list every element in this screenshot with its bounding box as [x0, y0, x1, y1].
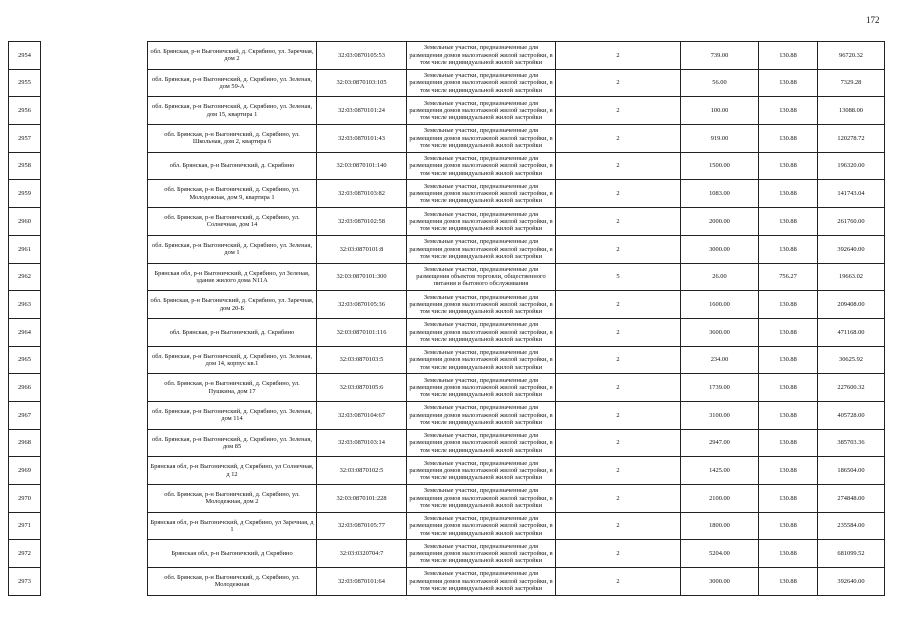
table-row — [9, 42, 885, 70]
page-number: 172 — [866, 15, 880, 25]
row-number: 2971 — [9, 512, 41, 540]
spacer-cell — [41, 235, 148, 263]
specific-value-cell: 130.88 — [759, 485, 818, 513]
cadastral-value-cell: 385703.36 — [818, 429, 885, 457]
row-number: 2957 — [9, 125, 41, 153]
address-cell: обл. Брянская, р-н Выгоничский, д. Скрябино, ул. Зеленая, дом 1 — [148, 235, 317, 263]
land-use-category-cell: Земельные участки, предназначенные для размещения домов малоэтажной жилой застройки, в том числе индивидуальной жилой застройки — [407, 540, 556, 568]
specific-value-cell: 130.88 — [759, 125, 818, 153]
cadastral-value-cell: 405728.00 — [818, 401, 885, 429]
area-cell: 5204.00 — [681, 540, 759, 568]
row-number: 2955 — [9, 69, 41, 97]
group-number-cell: 2 — [556, 235, 681, 263]
cadastral-value-cell: 681099.52 — [818, 540, 885, 568]
group-number-cell: 2 — [556, 429, 681, 457]
cadastral-number-cell: 32:03:0870103:5 — [317, 346, 407, 374]
table-row — [9, 374, 885, 402]
area-cell: 100.00 — [681, 97, 759, 125]
spacer-cell — [41, 568, 148, 596]
area-cell: 3600.00 — [681, 318, 759, 346]
address-cell: обл. Брянская, р-н Выгоничский, д. Скрябино, ул. Солнечная, дом 14 — [148, 208, 317, 236]
table-row — [9, 568, 885, 596]
cadastral-value-cell: 19663.02 — [818, 263, 885, 291]
area-cell: 3000.00 — [681, 235, 759, 263]
specific-value-cell: 130.88 — [759, 568, 818, 596]
address-cell: обл. Брянская, р-н Выгоничский, д. Скрябино, ул. Заречная, дом 20-Б — [148, 291, 317, 319]
table-row — [9, 152, 885, 180]
area-cell: 919.00 — [681, 125, 759, 153]
specific-value-cell: 756.27 — [759, 263, 818, 291]
row-number: 2973 — [9, 568, 41, 596]
table-row — [9, 512, 885, 540]
row-number: 2956 — [9, 97, 41, 125]
address-cell: Брянская обл, р-н Выгоничский, д Скрябино, ул Зеленая, здание жилого дома N11А — [148, 263, 317, 291]
land-use-category-cell: Земельные участки, предназначенные для размещения домов малоэтажной жилой застройки, в том числе индивидуальной жилой застройки — [407, 485, 556, 513]
land-use-category-cell: Земельные участки, предназначенные для размещения домов малоэтажной жилой застройки, в том числе индивидуальной жилой застройки — [407, 291, 556, 319]
group-number-cell: 2 — [556, 568, 681, 596]
land-use-category-cell: Земельные участки, предназначенные для размещения домов малоэтажной жилой застройки, в том числе индивидуальной жилой застройки — [407, 180, 556, 208]
land-use-category-cell: Земельные участки, предназначенные для размещения домов малоэтажной жилой застройки, в том числе индивидуальной жилой застройки — [407, 429, 556, 457]
group-number-cell: 2 — [556, 42, 681, 70]
table-row — [9, 208, 885, 236]
land-use-category-cell: Земельные участки, предназначенные для размещения домов малоэтажной жилой застройки, в том числе индивидуальной жилой застройки — [407, 346, 556, 374]
group-number-cell: 2 — [556, 69, 681, 97]
area-cell: 26.00 — [681, 263, 759, 291]
specific-value-cell: 130.88 — [759, 69, 818, 97]
group-number-cell: 2 — [556, 152, 681, 180]
spacer-cell — [41, 346, 148, 374]
cadastral-number-cell: 32:03:0870105:77 — [317, 512, 407, 540]
cadastral-number-cell: 32:03:0870105:53 — [317, 42, 407, 70]
area-cell: 3000.00 — [681, 568, 759, 596]
cadastral-value-cell: 120278.72 — [818, 125, 885, 153]
area-cell: 234.00 — [681, 346, 759, 374]
group-number-cell: 2 — [556, 540, 681, 568]
row-number: 2962 — [9, 263, 41, 291]
spacer-cell — [41, 318, 148, 346]
specific-value-cell: 130.88 — [759, 97, 818, 125]
group-number-cell: 2 — [556, 485, 681, 513]
row-number: 2958 — [9, 152, 41, 180]
cadastral-value-cell: 209408.00 — [818, 291, 885, 319]
row-number: 2959 — [9, 180, 41, 208]
row-number: 2964 — [9, 318, 41, 346]
row-number: 2972 — [9, 540, 41, 568]
address-cell: обл. Брянская, р-н Выгоничский, д. Скрябино, ул. Зеленая, дом 15, квартира 1 — [148, 97, 317, 125]
land-use-category-cell: Земельные участки, предназначенные для размещения домов малоэтажной жилой застройки, в том числе индивидуальной жилой застройки — [407, 512, 556, 540]
table-row — [9, 263, 885, 291]
cadastral-number-cell: 32:03:0870101:228 — [317, 485, 407, 513]
table-row — [9, 97, 885, 125]
cadastral-number-cell: 32:03:0870104:67 — [317, 401, 407, 429]
specific-value-cell: 130.88 — [759, 346, 818, 374]
cadastral-value-cell: 30625.92 — [818, 346, 885, 374]
specific-value-cell: 130.88 — [759, 180, 818, 208]
group-number-cell: 2 — [556, 97, 681, 125]
spacer-cell — [41, 457, 148, 485]
land-plot-table — [8, 41, 885, 596]
specific-value-cell: 130.88 — [759, 291, 818, 319]
row-number: 2963 — [9, 291, 41, 319]
address-cell: обл. Брянская, р-н Выгоничский, д. Скрябино — [148, 152, 317, 180]
area-cell: 2947.00 — [681, 429, 759, 457]
group-number-cell: 2 — [556, 291, 681, 319]
specific-value-cell: 130.88 — [759, 152, 818, 180]
address-cell: обл. Брянская, р-н Выгоничский, д. Скрябино, ул. Молодежная, дом 9, квартира 1 — [148, 180, 317, 208]
cadastral-number-cell: 32:03:0870103:105 — [317, 69, 407, 97]
specific-value-cell: 130.88 — [759, 208, 818, 236]
row-number: 2968 — [9, 429, 41, 457]
specific-value-cell: 130.88 — [759, 318, 818, 346]
land-use-category-cell: Земельные участки, предназначенные для размещения домов малоэтажной жилой застройки, в том числе индивидуальной жилой застройки — [407, 152, 556, 180]
area-cell: 1739.00 — [681, 374, 759, 402]
cadastral-number-cell: 32:03:0870102:5 — [317, 457, 407, 485]
row-number: 2961 — [9, 235, 41, 263]
land-use-category-cell: Земельные участки, предназначенные для размещения домов малоэтажной жилой застройки, в том числе индивидуальной жилой застройки — [407, 318, 556, 346]
specific-value-cell: 130.88 — [759, 235, 818, 263]
group-number-cell: 2 — [556, 401, 681, 429]
address-cell: обл. Брянская, р-н Выгоничский, д. Скрябино, ул. Заречная, дом 2 — [148, 42, 317, 70]
land-use-category-cell: Земельные участки, предназначенные для размещения домов малоэтажной жилой застройки, в том числе индивидуальной жилой застройки — [407, 42, 556, 70]
group-number-cell: 2 — [556, 512, 681, 540]
table-row — [9, 291, 885, 319]
area-cell: 1500.00 — [681, 152, 759, 180]
cadastral-number-cell: 32:03:0870103:14 — [317, 429, 407, 457]
address-cell: обл. Брянская, р-н Выгоничский, д. Скрябино, ул. Зеленая, дом 59-А — [148, 69, 317, 97]
specific-value-cell: 130.88 — [759, 457, 818, 485]
table-row — [9, 318, 885, 346]
cadastral-value-cell: 235584.00 — [818, 512, 885, 540]
spacer-cell — [41, 152, 148, 180]
cadastral-number-cell: 32:03:0870101:8 — [317, 235, 407, 263]
address-cell: обл. Брянская, р-н Выгоничский, д. Скрябино, ул. Молодежная, дом 2 — [148, 485, 317, 513]
table-row — [9, 69, 885, 97]
spacer-cell — [41, 512, 148, 540]
area-cell: 1800.00 — [681, 512, 759, 540]
cadastral-number-cell: 32:03:0870101:140 — [317, 152, 407, 180]
cadastral-value-cell: 392640.00 — [818, 568, 885, 596]
address-cell: обл. Брянская, р-н Выгоничский, д. Скрябино, ул. Зеленая, дом 114 — [148, 401, 317, 429]
land-use-category-cell: Земельные участки, предназначенные для размещения домов малоэтажной жилой застройки, в том числе индивидуальной жилой застройки — [407, 235, 556, 263]
land-use-category-cell: Земельные участки, предназначенные для размещения объектов торговли, общественного питания и бытового обслуживания — [407, 263, 556, 291]
area-cell: 3100.00 — [681, 401, 759, 429]
land-use-category-cell: Земельные участки, предназначенные для размещения домов малоэтажной жилой застройки, в том числе индивидуальной жилой застройки — [407, 568, 556, 596]
cadastral-number-cell: 32:03:0870101:64 — [317, 568, 407, 596]
table-row — [9, 457, 885, 485]
cadastral-value-cell: 96720.32 — [818, 42, 885, 70]
land-use-category-cell: Земельные участки, предназначенные для размещения домов малоэтажной жилой застройки, в том числе индивидуальной жилой застройки — [407, 125, 556, 153]
row-number: 2960 — [9, 208, 41, 236]
table-row — [9, 540, 885, 568]
spacer-cell — [41, 69, 148, 97]
group-number-cell: 2 — [556, 318, 681, 346]
cadastral-value-cell: 141743.04 — [818, 180, 885, 208]
specific-value-cell: 130.88 — [759, 374, 818, 402]
table-row — [9, 429, 885, 457]
row-number: 2954 — [9, 42, 41, 70]
cadastral-value-cell: 186504.00 — [818, 457, 885, 485]
group-number-cell: 2 — [556, 374, 681, 402]
spacer-cell — [41, 42, 148, 70]
cadastral-number-cell: 32:03:0870105:36 — [317, 291, 407, 319]
cadastral-value-cell: 471168.00 — [818, 318, 885, 346]
cadastral-number-cell: 32:03:0870103:82 — [317, 180, 407, 208]
land-use-category-cell: Земельные участки, предназначенные для размещения домов малоэтажной жилой застройки, в том числе индивидуальной жилой застройки — [407, 97, 556, 125]
address-cell: обл. Брянская, р-н Выгоничский, д. Скрябино, ул. Молодежная — [148, 568, 317, 596]
land-use-category-cell: Земельные участки, предназначенные для размещения домов малоэтажной жилой застройки, в том числе индивидуальной жилой застройки — [407, 208, 556, 236]
land-use-category-cell: Земельные участки, предназначенные для размещения домов малоэтажной жилой застройки, в том числе индивидуальной жилой застройки — [407, 69, 556, 97]
land-use-category-cell: Земельные участки, предназначенные для размещения домов малоэтажной жилой застройки, в том числе индивидуальной жилой застройки — [407, 374, 556, 402]
address-cell: обл. Брянская, р-н Выгоничский, д. Скрябино — [148, 318, 317, 346]
area-cell: 1083.00 — [681, 180, 759, 208]
cadastral-number-cell: 32:03:0870101:116 — [317, 318, 407, 346]
cadastral-value-cell: 7329.28 — [818, 69, 885, 97]
row-number: 2969 — [9, 457, 41, 485]
table-row — [9, 485, 885, 513]
land-use-category-cell: Земельные участки, предназначенные для размещения домов малоэтажной жилой застройки, в том числе индивидуальной жилой застройки — [407, 401, 556, 429]
cadastral-number-cell: 32:03:0870105:6 — [317, 374, 407, 402]
group-number-cell: 2 — [556, 125, 681, 153]
group-number-cell: 2 — [556, 346, 681, 374]
table-row — [9, 401, 885, 429]
area-cell: 1425.00 — [681, 457, 759, 485]
address-cell: обл. Брянская, р-н Выгоничский, д. Скрябино, ул. Школьная, дом 2, квартира 6 — [148, 125, 317, 153]
cadastral-number-cell: 32:03:0320704:7 — [317, 540, 407, 568]
specific-value-cell: 130.88 — [759, 429, 818, 457]
cadastral-value-cell: 227600.32 — [818, 374, 885, 402]
address-cell: обл. Брянская, р-н Выгоничский, д. Скрябино, ул. Зеленая, дом 14, корпус кв.1 — [148, 346, 317, 374]
table-row — [9, 180, 885, 208]
spacer-cell — [41, 401, 148, 429]
spacer-cell — [41, 208, 148, 236]
cadastral-value-cell: 274848.00 — [818, 485, 885, 513]
area-cell: 739.00 — [681, 42, 759, 70]
cadastral-number-cell: 32:03:0870101:300 — [317, 263, 407, 291]
spacer-cell — [41, 180, 148, 208]
cadastral-value-cell: 13088.00 — [818, 97, 885, 125]
table-body — [9, 42, 885, 596]
group-number-cell: 2 — [556, 457, 681, 485]
spacer-cell — [41, 374, 148, 402]
table-row — [9, 125, 885, 153]
address-cell: Брянская обл, р-н Выгоничский, д Скрябино, ул Заречная, д 1 — [148, 512, 317, 540]
spacer-cell — [41, 485, 148, 513]
specific-value-cell: 130.88 — [759, 401, 818, 429]
row-number: 2970 — [9, 485, 41, 513]
address-cell: Брянская обл, р-н Выгоничский, д Скрябино — [148, 540, 317, 568]
area-cell: 2000.00 — [681, 208, 759, 236]
address-cell: обл. Брянская, р-н Выгоничский, д. Скрябино, ул. Зеленая, дом 85 — [148, 429, 317, 457]
spacer-cell — [41, 429, 148, 457]
row-number: 2965 — [9, 346, 41, 374]
specific-value-cell: 130.88 — [759, 540, 818, 568]
cadastral-value-cell: 261760.00 — [818, 208, 885, 236]
table-row — [9, 235, 885, 263]
spacer-cell — [41, 291, 148, 319]
area-cell: 1600.00 — [681, 291, 759, 319]
row-number: 2966 — [9, 374, 41, 402]
group-number-cell: 5 — [556, 263, 681, 291]
cadastral-number-cell: 32:03:0870101:43 — [317, 125, 407, 153]
area-cell: 56.00 — [681, 69, 759, 97]
spacer-cell — [41, 97, 148, 125]
cadastral-number-cell: 32:03:0870101:24 — [317, 97, 407, 125]
cadastral-value-cell: 392640.00 — [818, 235, 885, 263]
specific-value-cell: 130.88 — [759, 42, 818, 70]
area-cell: 2100.00 — [681, 485, 759, 513]
cadastral-value-cell: 196320.00 — [818, 152, 885, 180]
address-cell: Брянская обл, р-н Выгоничский, д Скрябино, ул Солнечная, д 12 — [148, 457, 317, 485]
address-cell: обл. Брянская, р-н Выгоничский, д. Скрябино, ул. Пушкина, дом 17 — [148, 374, 317, 402]
specific-value-cell: 130.88 — [759, 512, 818, 540]
spacer-cell — [41, 125, 148, 153]
spacer-cell — [41, 263, 148, 291]
land-use-category-cell: Земельные участки, предназначенные для размещения домов малоэтажной жилой застройки, в том числе индивидуальной жилой застройки — [407, 457, 556, 485]
row-number: 2967 — [9, 401, 41, 429]
group-number-cell: 2 — [556, 208, 681, 236]
cadastral-number-cell: 32:03:0870102:58 — [317, 208, 407, 236]
table-row — [9, 346, 885, 374]
group-number-cell: 2 — [556, 180, 681, 208]
spacer-cell — [41, 540, 148, 568]
